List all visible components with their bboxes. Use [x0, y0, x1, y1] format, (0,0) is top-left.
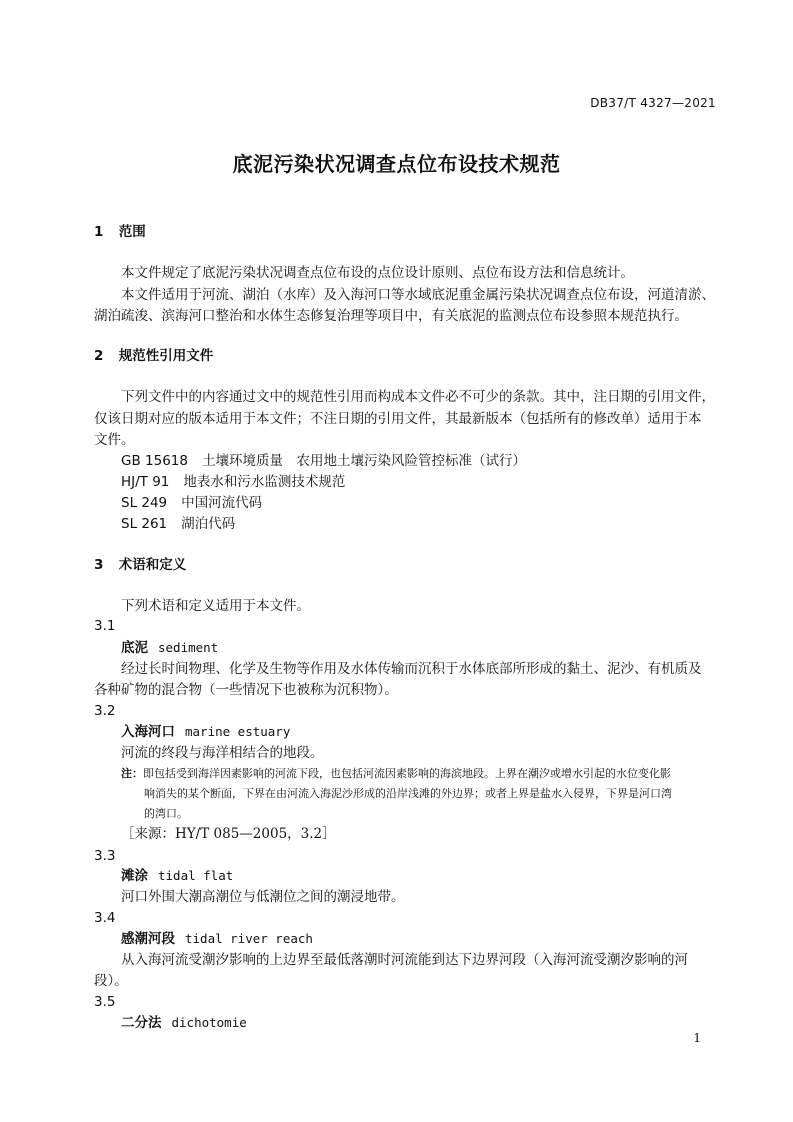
- section-number: 1: [94, 224, 104, 240]
- section-number: 3: [94, 557, 104, 573]
- terms-intro: 下列术语和定义适用于本文件。: [121, 598, 310, 614]
- term-heading: [121, 722, 290, 742]
- term-number: 3.1: [94, 618, 116, 634]
- term-english: sediment: [158, 640, 219, 655]
- reference-code: HJ/T 91: [121, 474, 170, 490]
- term-heading: [121, 866, 233, 886]
- term-definition-line-2: 段）。: [94, 973, 128, 989]
- document-title: 底泥污染状况调查点位布设技术规范: [232, 152, 561, 176]
- reference-item: [121, 514, 235, 534]
- reference-code: SL 261: [121, 516, 168, 532]
- term-english: tidal flat: [158, 868, 234, 883]
- term-chinese: 滩涂: [121, 868, 148, 884]
- term-heading: [121, 638, 218, 658]
- term-source: ［来源：HY/T 085—2005，3.2］: [121, 826, 336, 842]
- term-number: 3.2: [94, 703, 116, 719]
- reference-title: 中国河流代码: [181, 495, 263, 511]
- references-intro-line-3: 文件。: [94, 432, 135, 448]
- term-definition: 河口外围大潮高潮位与低潮位之间的潮浸地带。: [121, 889, 405, 905]
- note-line-3: 的湾口。: [144, 807, 188, 820]
- note-line-1: [121, 764, 671, 784]
- page-number: 1: [693, 1031, 701, 1045]
- standard-code: DB37/T 4327—2021: [590, 96, 716, 110]
- term-definition-line-2: 各种矿物的混合物（一些情况下也被称为沉积物）。: [94, 682, 398, 698]
- reference-item: [121, 472, 345, 492]
- reference-code: GB 15618: [121, 453, 188, 469]
- term-heading: [121, 929, 313, 949]
- section-title: 规范性引用文件: [118, 348, 214, 364]
- term-definition: 河流的终段与海洋相结合的地段。: [121, 745, 324, 761]
- references-intro-line-1: 下列文件中的内容通过文中的规范性引用而构成本文件必不可少的条款。其中，注日期的引用文件，: [121, 389, 715, 405]
- section-title: 术语和定义: [118, 557, 187, 573]
- term-number: 3.5: [94, 994, 116, 1010]
- term-heading: [121, 1013, 247, 1033]
- note-label: 注：: [121, 767, 143, 780]
- term-english: marine estuary: [185, 724, 291, 739]
- reference-title: 湖泊代码: [181, 516, 236, 532]
- section-2-heading: [94, 346, 213, 366]
- term-number: 3.3: [94, 848, 116, 864]
- scope-paragraph-2-line-2: 湖泊疏浚、滨海河口整治和水体生态修复治理等项目中，有关底泥的监测点位布设参照本规范执行。: [94, 308, 688, 324]
- reference-code: SL 249: [121, 495, 168, 511]
- scope-paragraph-1: 本文件规定了底泥污染状况调查点位布设的点位设计原则、点位布设方法和信息统计。: [121, 265, 634, 281]
- term-chinese: 二分法: [121, 1015, 162, 1031]
- term-chinese: 入海河口: [121, 724, 175, 740]
- note-text: 即包括受到海洋因素影响的河流下段，也包括河流因素影响的海滨地段。上界在潮汐或增水引起的水位变化影: [143, 767, 671, 780]
- term-definition-line-1: 经过长时间物理、化学及生物等作用及水体传输而沉积于水体底部所形成的黏土、泥沙、有机质及: [121, 661, 702, 677]
- section-3-heading: [94, 555, 186, 575]
- reference-item: [121, 451, 526, 471]
- section-1-heading: [94, 222, 146, 242]
- term-number: 3.4: [94, 910, 116, 926]
- term-english: tidal river reach: [185, 931, 313, 946]
- reference-item: [121, 493, 262, 513]
- reference-title: 土壤环境质量 农用地土壤污染风险管控标准（试行）: [201, 453, 526, 469]
- section-title: 范围: [118, 224, 146, 240]
- section-number: 2: [94, 348, 104, 364]
- references-intro-line-2: 仅该日期对应的版本适用于本文件；不注日期的引用文件，其最新版本（包括所有的修改单）适用于本: [94, 411, 702, 427]
- note-line-2: 响消失的某个断面，下界在由河流入海泥沙形成的沿岸浅滩的外边界；或者上界是盐水入侵界，下界是河口湾: [144, 787, 672, 800]
- term-english: dichotomie: [171, 1015, 247, 1030]
- scope-paragraph-2-line-1: 本文件适用于河流、湖泊（水库）及入海河口等水域底泥重金属污染状况调查点位布设，河道清淤、: [121, 287, 715, 303]
- term-definition-line-1: 从入海河流受潮汐影响的上边界至最低落潮时河流能到达下边界河段（入海河流受潮汐影响的河: [121, 952, 688, 968]
- reference-title: 地表水和污水监测技术规范: [183, 474, 346, 490]
- term-chinese: 感潮河段: [121, 931, 175, 947]
- term-chinese: 底泥: [121, 640, 148, 656]
